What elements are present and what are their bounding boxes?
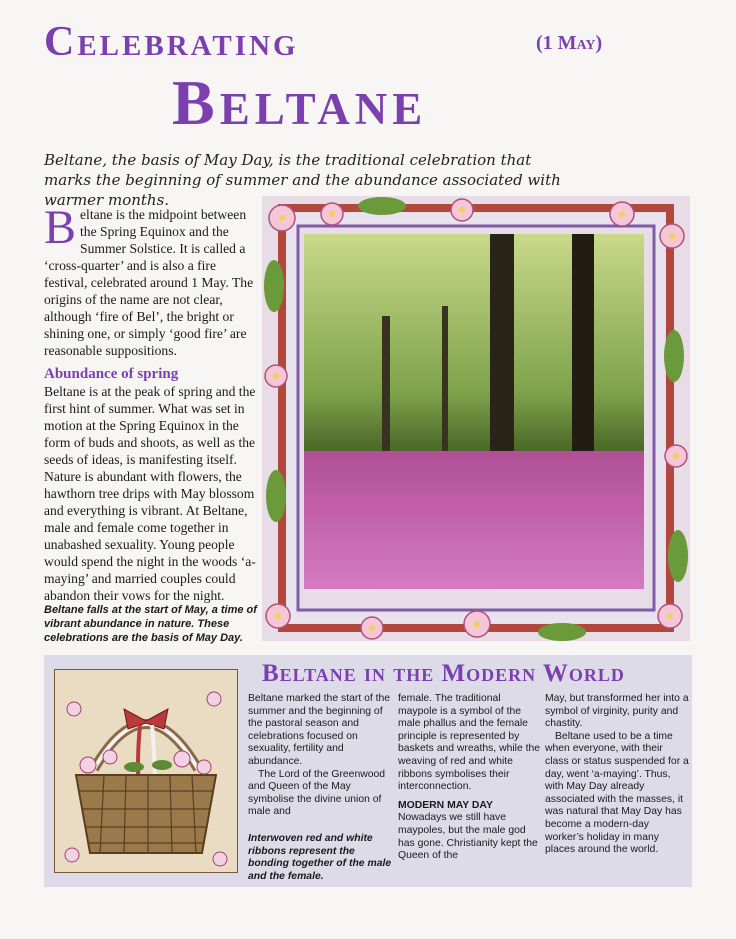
body-paragraph-2: Beltane is at the peak of spring and the first hint of summer. What was set in motion at the Spring Equinox in the form of buds and shoots, as well as the seeds of ideas, is manifesting itself. Nature is abundant with flowers, the hawthorn tree drips with May blossom and everything is vibrant. At Beltane, male and female come together in unabashed sexuality. Young people would spend the night in the woods ‘a-maying’ and married couples could abandon their vows for the night. (44, 384, 256, 603)
body-column-1 (44, 201, 256, 359)
panel-paragraph-2: The Lord of the Greenwood and Queen of the May symbolise the divine union of male and (248, 768, 386, 818)
panel-paragraph-4: Nowadays we still have maypoles, but the male god has gone. Christianity kept the Queen of the (398, 812, 538, 862)
panel-column-1 (248, 693, 392, 883)
basket-caption: Interwoven red and white ribbons represent the bonding together of the male and the female. (248, 832, 392, 882)
basket-illustration (54, 669, 238, 873)
panel-title: Beltane in the Modern World (262, 660, 625, 687)
woodland-illustration (262, 196, 690, 641)
panel-paragraph-5: May, but transformed her into a symbol of virginity, purity and chastity. (545, 693, 689, 730)
panel-paragraph-1: Beltane marked the start of the summer and the beginning of the pastoral season and celebrations focused on sexuality, fertility and abundance. (248, 693, 391, 767)
page-title: Beltane (172, 67, 428, 138)
page-title-top: Celebrating (44, 19, 299, 65)
intro-paragraph: Beltane, the basis of May Day, is the traditional celebration that marks the beginning of summer and the abundance associated with warmer months. (44, 151, 561, 209)
image-caption: Beltane falls at the start of May, a time of vibrant abundance in nature. These celebrations are the basis of May Day. (44, 604, 257, 644)
panel-paragraph-3: female. The traditional maypole is a symbol of the male phallus and the female principle is represented by baskets and wreaths, while the weaving of red and white ribbons symbolises their interconnection. (398, 693, 541, 793)
drop-cap: B (44, 201, 77, 254)
panel-paragraph-6: Beltane used to be a time when everyone, with their class or status suspended for a day, went ‘a-maying’. Thus, with May Day already associated with the masses, it was natural that May Day has become a modern-day worker’s holiday in many places around the world. (545, 730, 689, 856)
panel-column-2 (398, 693, 542, 863)
subheading-modern-may-day: MODERN MAY DAY (398, 799, 493, 811)
date-label: (1 May) (536, 32, 603, 54)
subheading-abundance: Abundance of spring (44, 366, 179, 382)
panel-column-3 (545, 693, 689, 857)
body-paragraph-1: eltane is the midpoint between the Spring Equinox and the Summer Solstice. It is called a ‘cross-quarter’ and is also a fire festival, celebrated around 1 May. The origins of the name are not clear, although ‘fire of Bel’, the bright or shining one, or simply ‘good fire’ are reasonable suppositions. (44, 207, 254, 358)
